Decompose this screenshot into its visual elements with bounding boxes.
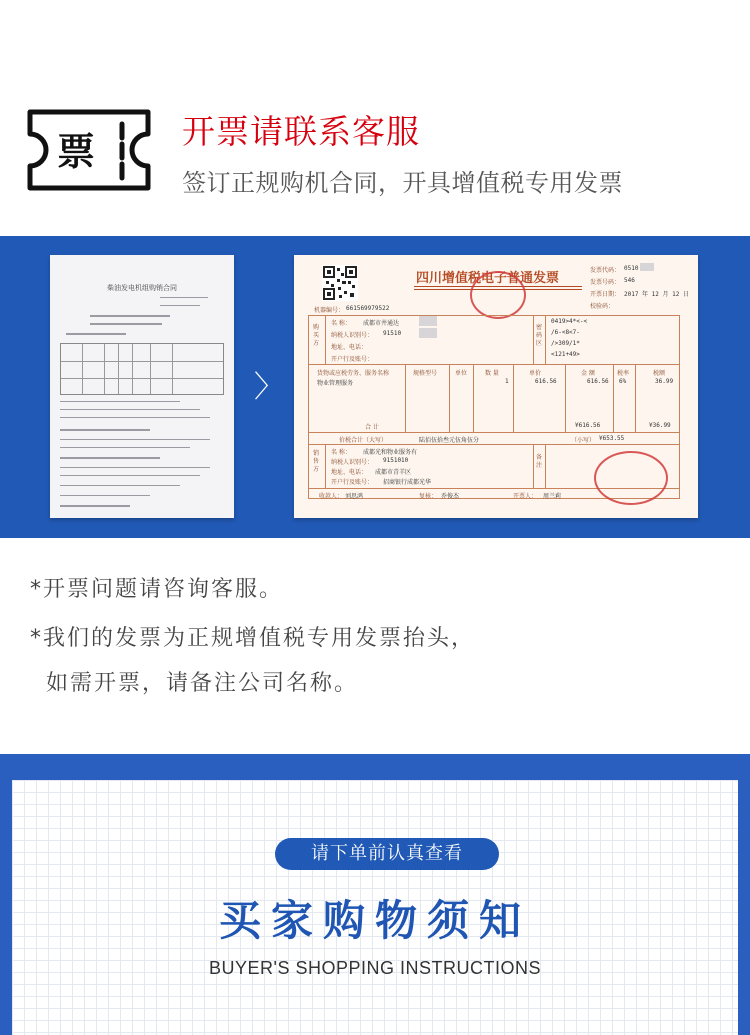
seller-address-value: 成都市青羊区 bbox=[375, 469, 412, 476]
ticket-icon-glyph: 票 bbox=[56, 130, 96, 174]
reviewer-value: 乔俊杰 bbox=[441, 493, 460, 500]
password-line-4: <121+49> bbox=[551, 351, 580, 358]
notice-panel bbox=[12, 780, 738, 1035]
service-rate: 6% bbox=[619, 378, 627, 385]
service-qty: 1 bbox=[505, 378, 509, 385]
qr-code-icon bbox=[322, 265, 358, 301]
service-price: 616.56 bbox=[535, 378, 557, 385]
notice-badge: 请下单前认真查看 bbox=[275, 838, 499, 870]
seller-name-value: 成都光和物业服务有 bbox=[363, 449, 418, 456]
total-amount: ¥616.56 bbox=[575, 422, 601, 429]
invoice-code-label: 发票代码： bbox=[590, 267, 621, 274]
seller-bank-label: 开户行及账号： bbox=[331, 479, 374, 486]
seller-address-label: 地址、电话： bbox=[331, 469, 368, 476]
service-amount: 616.56 bbox=[587, 378, 609, 385]
arrow-right-icon: 〉 bbox=[254, 370, 284, 405]
contract-table bbox=[60, 343, 224, 395]
note-company-name: 如需开票，请备注公司名称。 bbox=[46, 671, 359, 696]
password-line-1: 0419>4*<-< bbox=[551, 318, 588, 325]
machine-no-label: 机器编号： bbox=[314, 307, 345, 314]
total-words-label: 价税合计（大写） bbox=[339, 437, 388, 444]
col-qty: 数 量 bbox=[485, 370, 499, 377]
password-line-2: /6-<8<7- bbox=[551, 329, 580, 336]
password-area-label: 密码区 bbox=[536, 324, 543, 347]
seller-label: 销售方 bbox=[313, 450, 320, 473]
buyer-name-label: 名 称： bbox=[331, 320, 351, 327]
buyer-label: 购买方 bbox=[313, 324, 320, 347]
payee-value: 刘思鸿 bbox=[345, 493, 364, 500]
machine-no-value: 661569979522 bbox=[346, 305, 390, 312]
total-words-value: 陆佰伍拾叁元伍角伍分 bbox=[419, 437, 480, 444]
remarks-label: 备注 bbox=[536, 454, 543, 469]
col-amount: 金 额 bbox=[581, 370, 595, 377]
contract-image bbox=[50, 255, 234, 518]
total-label: 合 计 bbox=[365, 424, 379, 431]
issuer-label: 开票人： bbox=[513, 493, 538, 500]
invoice-code-value: 0510 bbox=[624, 265, 639, 272]
buyer-taxid-value: 91510 bbox=[383, 330, 402, 337]
service-tax: 36.99 bbox=[655, 378, 674, 385]
service-name: 物业管理服务 bbox=[317, 380, 354, 387]
seller-name-label: 名 称： bbox=[331, 449, 351, 456]
invoice-date-value: 2017 年 12 月 12 日 bbox=[624, 291, 689, 298]
col-rate: 税率 bbox=[617, 370, 630, 377]
note-invoice-type: *我们的发票为正规增值税专用发票抬头， bbox=[30, 626, 476, 651]
seller-taxid-value: 9151010 bbox=[383, 457, 409, 464]
col-price: 单价 bbox=[529, 370, 542, 377]
notice-title: 买家购物须知 bbox=[218, 896, 531, 945]
invoice-title: 四川增值税电子普通发票 bbox=[416, 271, 560, 286]
col-item: 货物或应税劳务、服务名称 bbox=[317, 370, 390, 377]
seller-bank-value: 招商银行成都光华 bbox=[383, 479, 432, 486]
payee-label: 收款人： bbox=[319, 493, 344, 500]
invoice-check-label: 校验码： bbox=[590, 303, 615, 310]
password-line-3: />309/1* bbox=[551, 340, 580, 347]
buyer-address-label: 地址、电话： bbox=[331, 344, 368, 351]
issuer-value: 周兰莉 bbox=[543, 493, 562, 500]
buyer-taxid-label: 纳税人识别号： bbox=[331, 332, 374, 339]
invoice-number-value: 546 bbox=[624, 277, 635, 284]
page-title: 开票请联系客服 bbox=[182, 112, 420, 151]
col-spec: 规格型号 bbox=[413, 370, 438, 377]
note-consult: *开票问题请咨询客服。 bbox=[30, 577, 284, 602]
invoice-notes bbox=[0, 538, 750, 754]
notice-subtitle: BUYER'S SHOPPING INSTRUCTIONS bbox=[209, 958, 541, 978]
total-small-value: ¥653.55 bbox=[599, 435, 625, 442]
invoice-image bbox=[294, 255, 698, 518]
buyer-name-value: 成都市井通达 bbox=[363, 320, 400, 327]
document-showcase bbox=[0, 236, 750, 538]
reviewer-label: 复核： bbox=[419, 493, 438, 500]
col-unit: 单位 bbox=[455, 370, 468, 377]
ticket-icon bbox=[24, 108, 154, 192]
invoice-header bbox=[0, 0, 750, 236]
page-subtitle: 签订正规购机合同，开具增值税专用发票 bbox=[182, 169, 623, 197]
buyer-bank-label: 开户行及账号： bbox=[331, 356, 374, 363]
col-tax: 税额 bbox=[653, 370, 666, 377]
total-tax: ¥36.99 bbox=[649, 422, 671, 429]
total-small-label: （小写） bbox=[571, 437, 596, 444]
shopping-notice bbox=[0, 754, 750, 1035]
seller-taxid-label: 纳税人识别号： bbox=[331, 459, 374, 466]
invoice-date-label: 开票日期： bbox=[590, 291, 621, 298]
seller-seal-stamp bbox=[594, 451, 668, 505]
contract-title: 柴油发电机组购销合同 bbox=[107, 284, 177, 292]
invoice-number-label: 发票号码： bbox=[590, 279, 621, 286]
seal-stamp bbox=[470, 271, 526, 319]
